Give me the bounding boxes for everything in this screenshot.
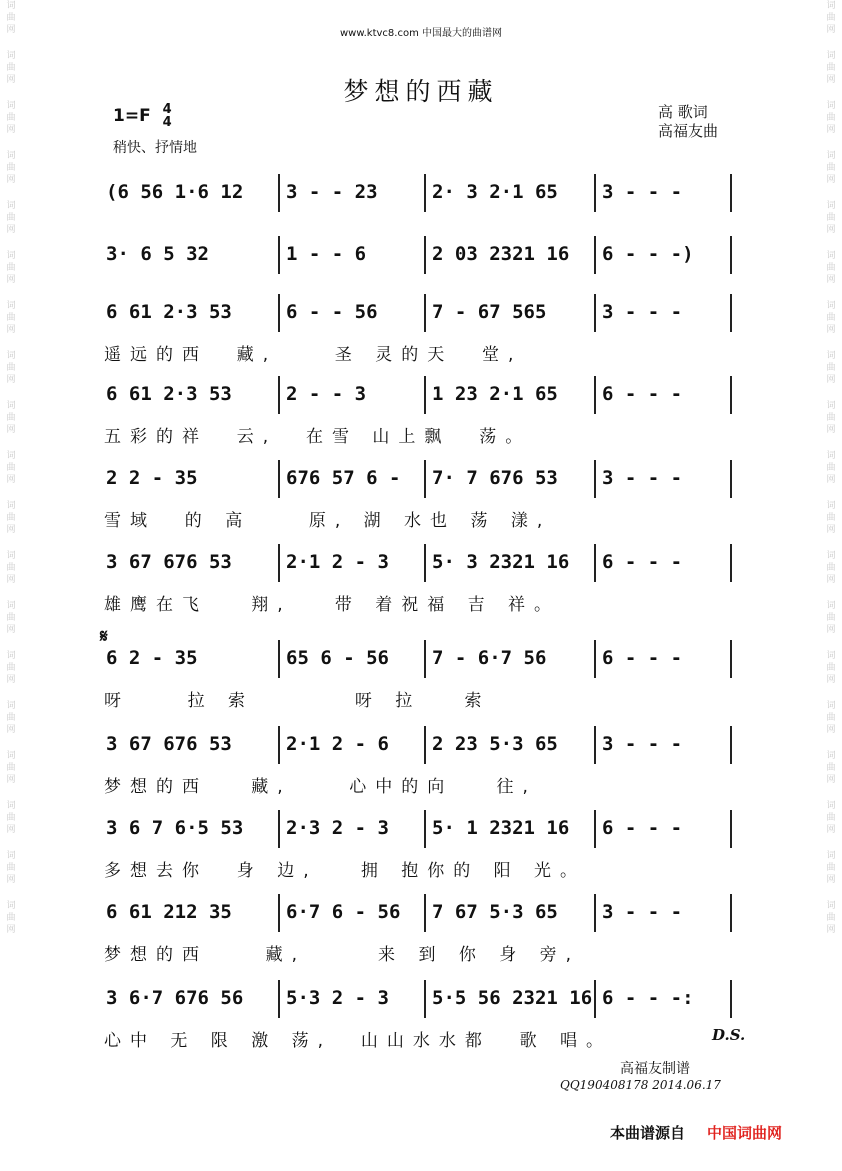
measure: 6 - - - <box>602 383 683 405</box>
notes-line <box>100 976 736 1020</box>
bar-line <box>278 894 280 932</box>
bar-line <box>424 236 426 274</box>
bar-line <box>730 726 732 764</box>
watermark-text: 词曲网 <box>826 651 836 685</box>
notes-line <box>100 372 736 416</box>
watermark-text: 词曲网 <box>6 601 16 635</box>
lyricist: 高 歌词 <box>658 103 708 121</box>
measure: (6 56 1·6 12 <box>106 181 244 203</box>
measure: 2 - - 3 <box>286 383 367 405</box>
bar-line <box>730 376 732 414</box>
watermark-text: 词曲网 <box>826 801 836 835</box>
notes-line <box>100 636 736 680</box>
bar-line <box>278 726 280 764</box>
watermark-text: 词曲网 <box>826 701 836 735</box>
measure: 2 23 5·3 65 <box>432 733 558 755</box>
bar-line <box>278 174 280 212</box>
lyric-line: 雄鹰在飞 翔, 带 着祝福 吉 祥。 <box>104 595 561 615</box>
lyric-line: 五彩的祥 云, 在雪 山上飘 荡。 <box>104 427 532 447</box>
footer-source: 本曲谱源自 <box>610 1124 686 1142</box>
watermark-text: 词曲网 <box>6 51 16 85</box>
bar-line <box>594 174 596 212</box>
watermark-text: 词曲网 <box>6 651 16 685</box>
measure: 3· 6 5 32 <box>106 243 209 265</box>
measure: 6 61 2·3 53 <box>106 301 232 323</box>
measure: 1 - - 6 <box>286 243 367 265</box>
bar-line <box>730 544 732 582</box>
watermark-text: 词曲网 <box>6 151 16 185</box>
bar-line <box>730 294 732 332</box>
bar-line <box>278 236 280 274</box>
bar-line <box>730 460 732 498</box>
measure: 3 67 676 53 <box>106 551 232 573</box>
watermark-text: 词曲网 <box>826 251 836 285</box>
bar-line <box>424 460 426 498</box>
watermark-text: 词曲网 <box>6 201 16 235</box>
watermark-text: 词曲网 <box>6 301 16 335</box>
bar-line <box>594 640 596 678</box>
notes-line <box>100 290 736 334</box>
bar-line <box>278 640 280 678</box>
bar-line <box>278 810 280 848</box>
watermark-text: 词曲网 <box>6 351 16 385</box>
bar-line <box>730 894 732 932</box>
watermark-text: 词曲网 <box>6 501 16 535</box>
lyric-line: 心中 无 限 激 荡, 山山水水都 歌 唱。 <box>104 1031 613 1051</box>
measure: 6 - - - <box>602 647 683 669</box>
watermark-text: 词曲网 <box>826 601 836 635</box>
lyric-line: 遥远的西 藏, 圣 灵的天 堂, <box>104 345 523 365</box>
measure: 3 - - - <box>602 733 683 755</box>
bar-line <box>730 640 732 678</box>
site-header: www.ktvc8.com 中国最大的曲谱网 <box>339 28 502 39</box>
watermark-text: 词曲网 <box>826 301 836 335</box>
watermark-text: 词曲网 <box>826 1 836 35</box>
bar-line <box>594 544 596 582</box>
bar-line <box>424 376 426 414</box>
tempo-marking: 稍快、抒情地 <box>113 140 197 156</box>
watermark-right <box>824 0 838 950</box>
notes-line <box>100 722 736 766</box>
measure: 3 67 676 53 <box>106 733 232 755</box>
watermark-text: 词曲网 <box>6 1 16 35</box>
notes-line <box>100 456 736 500</box>
measure: 2·3 2 - 3 <box>286 817 389 839</box>
measure: 3 - - - <box>602 181 683 203</box>
bar-line <box>278 544 280 582</box>
measure: 5· 3 2321 16 <box>432 551 570 573</box>
watermark-text: 词曲网 <box>826 751 836 785</box>
bar-line <box>278 294 280 332</box>
measure: 6 61 2·3 53 <box>106 383 232 405</box>
notes-line <box>100 540 736 584</box>
bar-line <box>730 174 732 212</box>
watermark-text: 词曲网 <box>826 151 836 185</box>
measure: 3 - - - <box>602 901 683 923</box>
measure: 2 2 - 35 <box>106 467 198 489</box>
bar-line <box>424 640 426 678</box>
watermark-text: 词曲网 <box>6 801 16 835</box>
measure: 6 - - - <box>602 551 683 573</box>
watermark-text: 词曲网 <box>826 501 836 535</box>
bar-line <box>278 376 280 414</box>
watermark-text: 词曲网 <box>6 101 16 135</box>
footer-site-link[interactable]: 中国词曲网 <box>707 1124 783 1142</box>
bar-line <box>278 460 280 498</box>
measure: 676 57 6 - <box>286 467 401 489</box>
bar-line <box>424 174 426 212</box>
watermark-text: 词曲网 <box>826 551 836 585</box>
measure: 6 - - -) <box>602 243 694 265</box>
lyric-line: 雪域 的 高 原, 湖 水也 荡 漾, <box>104 511 552 531</box>
time-bottom: 4 <box>162 115 172 130</box>
measure: 3 - - - <box>602 301 683 323</box>
bar-line <box>424 544 426 582</box>
measure: 5·3 2 - 3 <box>286 987 389 1009</box>
watermark-text: 词曲网 <box>826 351 836 385</box>
measure: 3 6·7 676 56 <box>106 987 244 1009</box>
notes-line <box>100 890 736 934</box>
credits <box>658 103 718 141</box>
measure: 3 - - - <box>602 467 683 489</box>
lyric-line: 多想去你 身 边, 拥 抱你的 阳 光。 <box>104 861 587 881</box>
measure: 2· 3 2·1 65 <box>432 181 558 203</box>
bar-line <box>594 810 596 848</box>
bar-line <box>594 894 596 932</box>
measure: 6 - - -: <box>602 987 694 1009</box>
key-signature <box>113 103 172 129</box>
watermark-text: 词曲网 <box>6 451 16 485</box>
watermark-text: 词曲网 <box>6 701 16 735</box>
bar-line <box>730 236 732 274</box>
watermark-text: 词曲网 <box>6 851 16 885</box>
measure: 6 2 - 35 <box>106 647 198 669</box>
bar-line <box>424 894 426 932</box>
watermark-left <box>4 0 18 950</box>
watermark-text: 词曲网 <box>826 401 836 435</box>
watermark-text: 词曲网 <box>826 51 836 85</box>
bar-line <box>594 726 596 764</box>
contact-date: QQ190408178 2014.06.17 <box>560 1078 721 1092</box>
watermark-text: 词曲网 <box>826 901 836 935</box>
notes-line <box>100 232 736 276</box>
measure: 1 23 2·1 65 <box>432 383 558 405</box>
watermark-text: 词曲网 <box>826 201 836 235</box>
watermark-text: 词曲网 <box>826 451 836 485</box>
measure: 2·1 2 - 3 <box>286 551 389 573</box>
song-title: 梦想的西藏 <box>343 77 499 106</box>
segno-sign: 𝄋 <box>100 626 108 647</box>
measure: 6 - - - <box>602 817 683 839</box>
ds-marking: D.S. <box>712 1026 746 1044</box>
bar-line <box>424 294 426 332</box>
lyric-line: 梦想的西 藏, 心中的向 往, <box>104 777 537 797</box>
time-signature <box>163 103 172 129</box>
measure: 2·1 2 - 6 <box>286 733 389 755</box>
measure: 7 67 5·3 65 <box>432 901 558 923</box>
lyric-line: 梦想的西 藏, 来 到 你 身 旁, <box>104 945 581 965</box>
watermark-text: 词曲网 <box>6 901 16 935</box>
lyric-line: 呀 拉 索 呀 拉 索 <box>104 691 491 711</box>
measure: 6 61 212 35 <box>106 901 232 923</box>
measure: 3 - - 23 <box>286 181 378 203</box>
bar-line <box>730 980 732 1018</box>
measure: 7 - 67 565 <box>432 301 547 323</box>
score-maker: 高福友制谱 <box>620 1061 690 1077</box>
watermark-text: 词曲网 <box>826 101 836 135</box>
watermark-text: 词曲网 <box>6 551 16 585</box>
notes-line <box>100 806 736 850</box>
measure: 7· 7 676 53 <box>432 467 558 489</box>
bar-line <box>424 980 426 1018</box>
bar-line <box>594 980 596 1018</box>
measure: 65 6 - 56 <box>286 647 389 669</box>
watermark-text: 词曲网 <box>6 401 16 435</box>
bar-line <box>424 810 426 848</box>
measure: 5· 1 2321 16 <box>432 817 570 839</box>
bar-line <box>424 726 426 764</box>
measure: 7 - 6·7 56 <box>432 647 547 669</box>
measure: 6·7 6 - 56 <box>286 901 401 923</box>
bar-line <box>278 980 280 1018</box>
bar-line <box>730 810 732 848</box>
measure: 3 6 7 6·5 53 <box>106 817 244 839</box>
composer: 高福友曲 <box>658 122 719 140</box>
measure: 5·5 56 2321 16 <box>432 987 593 1009</box>
notes-line <box>100 170 736 214</box>
bar-line <box>594 460 596 498</box>
footer <box>610 1122 782 1143</box>
key-label: 1=F <box>113 106 151 126</box>
bar-line <box>594 236 596 274</box>
measure: 6 - - 56 <box>286 301 378 323</box>
bar-line <box>594 376 596 414</box>
watermark-text: 词曲网 <box>6 251 16 285</box>
watermark-text: 词曲网 <box>826 851 836 885</box>
time-top: 4 <box>162 102 172 117</box>
watermark-text: 词曲网 <box>6 751 16 785</box>
bar-line <box>594 294 596 332</box>
measure: 2 03 2321 16 <box>432 243 570 265</box>
